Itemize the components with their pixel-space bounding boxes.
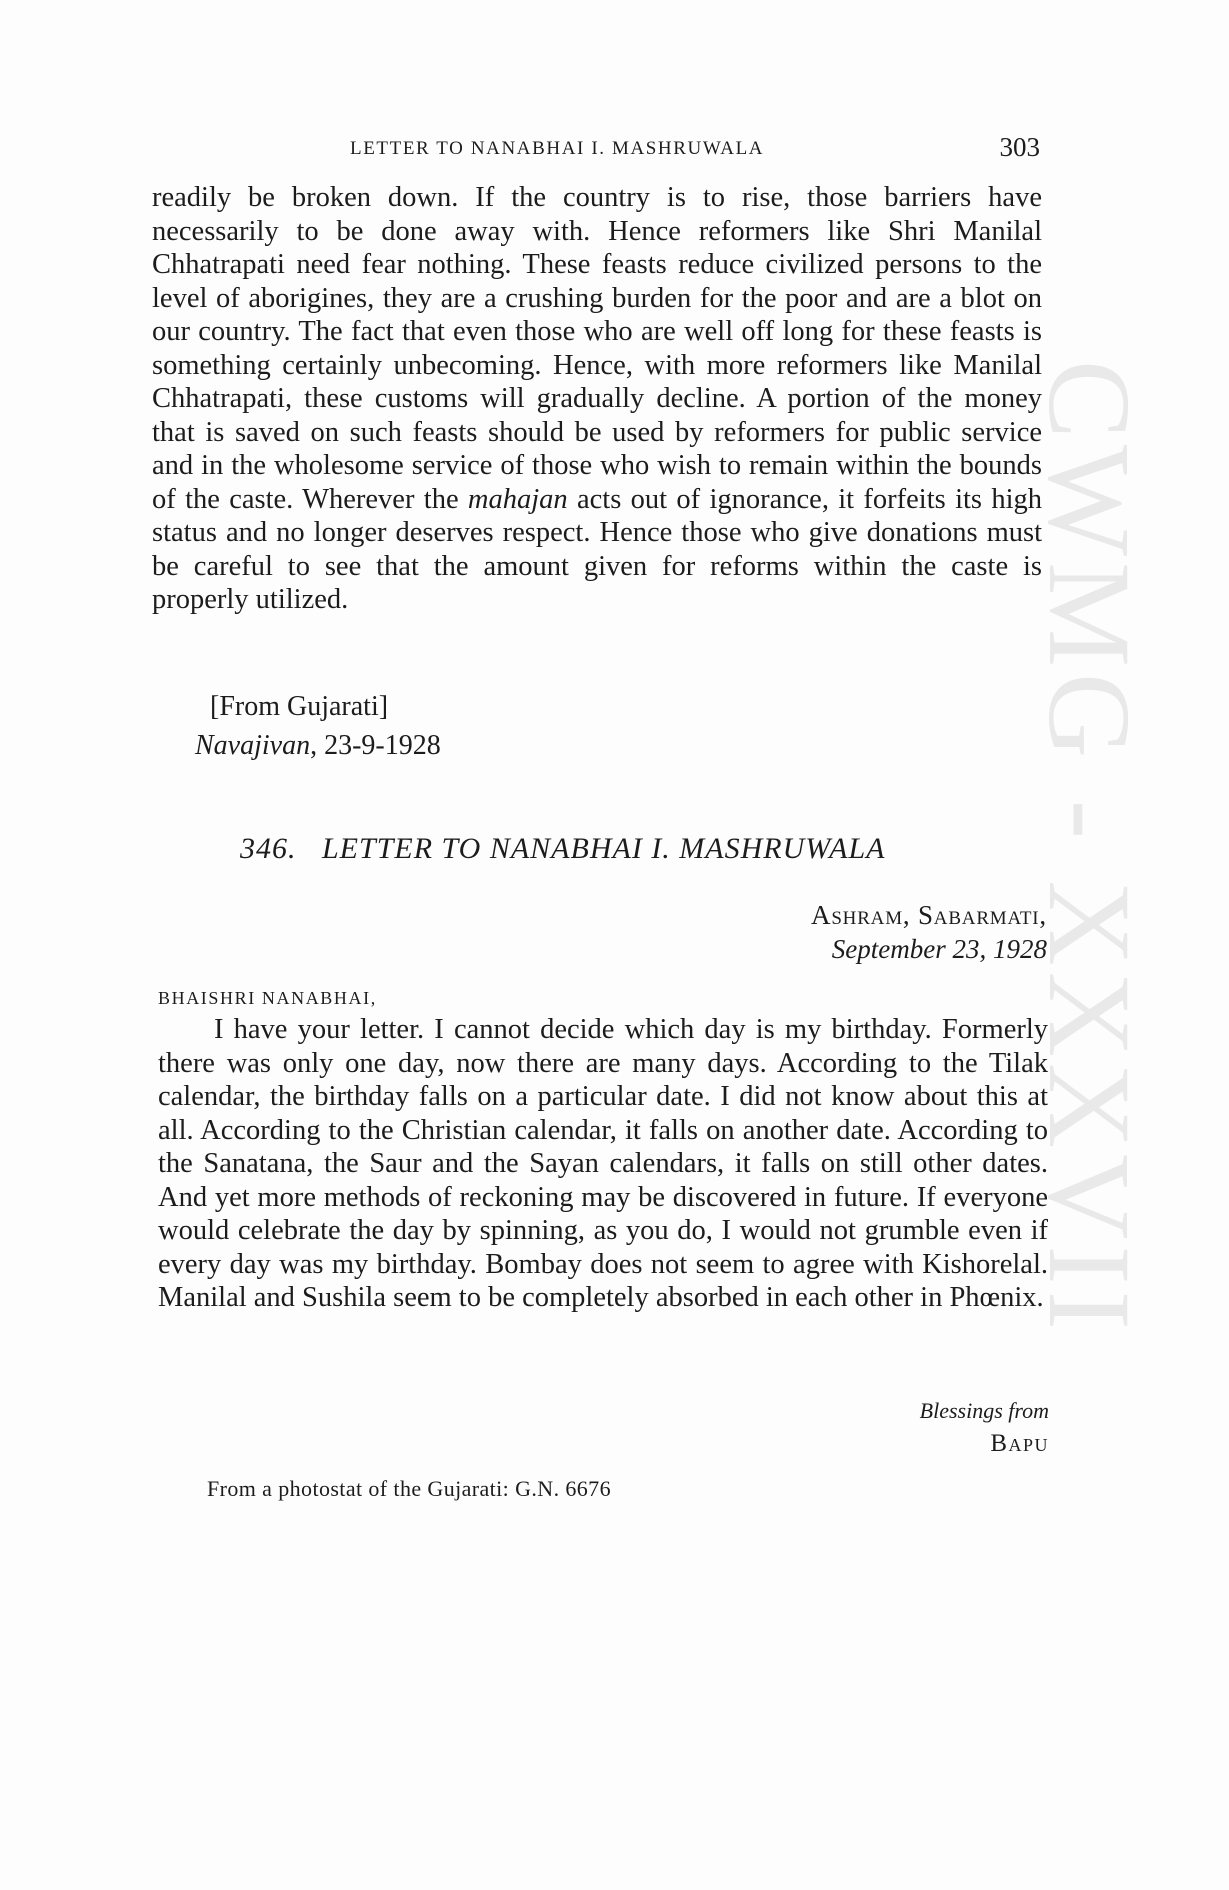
address-place: Ashram, Sabarmati, <box>811 900 1047 930</box>
watermark-text: CWMG - XXXVII <box>1024 360 1155 1336</box>
publication-line <box>195 730 441 762</box>
paragraph-text-start: readily be broken down. If the country is to rise, those barriers have necessarily to be done away with. Hence reformers like Shri Manilal Chhatrapati need fear nothing. These feasts reduce civilized persons to the level of aborigines, they are a crushing burden for the poor and are a blot on our country. The fact that even those who are well off long for these feasts is something certainly unbecoming. Hence, with more reformers like Manilal Chhatrapati, these customs will gradually decline. A portion of the money that is saved on such feasts should be used by reformers for public service and in the wholesome service of those who wish to remain within the bounds of the caste. Wherever the <box>152 182 1042 515</box>
running-head <box>150 132 1040 172</box>
continued-paragraph <box>152 181 1042 617</box>
paragraph-text-end: acts out of ignorance, it forfeits its high status and no longer deserves respect. Hence those who give donations must be careful to see that the amount given for reforms within the caste is properly utilized. <box>152 483 1042 615</box>
signature: Bapu <box>990 1430 1049 1457</box>
source-note: From a photostat of the Gujarati: G.N. 6676 <box>207 1476 611 1501</box>
letter-body <box>158 1013 1048 1315</box>
address-date: September 23, 1928 <box>831 934 1047 964</box>
salutation: BHAISHRI NANABHAI, <box>158 988 377 1008</box>
source-language: [From Gujarati] <box>210 691 389 722</box>
running-title: LETTER TO NANABHAI I. MASHRUWALA <box>350 138 765 159</box>
page-number: 303 <box>999 132 1040 162</box>
publication-date: , 23-9-1928 <box>310 730 441 761</box>
letter-body-text: I have your letter. I cannot decide which day is my birthday. Formerly there was only one day, now there are many days. According to the Tilak calendar, the birthday falls on a particular date. I did not know about this at all. According to the Christian calendar, it falls on another date. According to the Sanatana, the Saur and the Sayan calendars, it falls on still other dates. And yet more methods of reckoning may be discovered in future. If everyone would celebrate the day by spinning, as you do, I would not grumble even if every day was my birthday. Bombay does not seem to agree with Kishorelal. Manilal and Sushila seem to be completely absorbed in each other in Phœnix. <box>158 1014 1048 1313</box>
publication-name: Navajivan <box>195 730 311 761</box>
signoff: Blessings from <box>919 1398 1049 1423</box>
item-title: LETTER TO NANABHAI I. MASHRUWALA <box>322 832 886 865</box>
italic-term: mahajan <box>467 483 568 515</box>
item-number: 346. <box>240 832 297 865</box>
item-heading <box>240 832 886 866</box>
